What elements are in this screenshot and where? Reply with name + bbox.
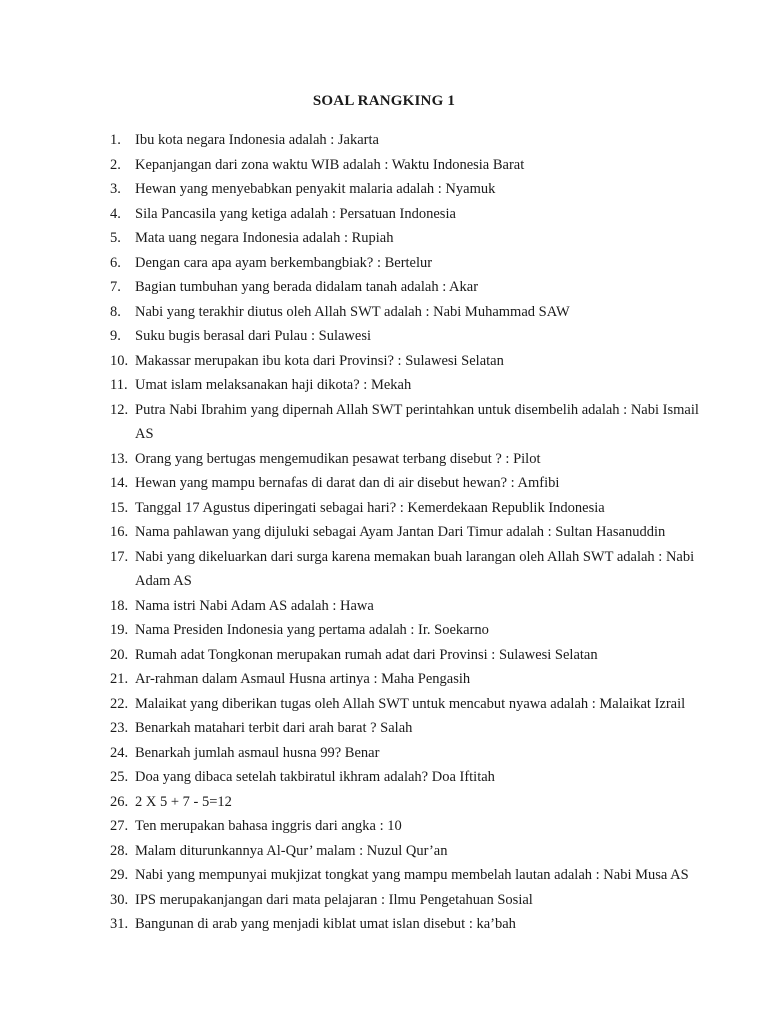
item-number: 21. — [110, 671, 129, 687]
list-item — [110, 275, 700, 300]
item-number: 17. — [110, 548, 129, 565]
item-text: Nama pahlawan yang dijuluki sebagai Ayam Jantan Dari Timur adalah : Sultan Hasanuddin — [135, 524, 666, 540]
item-number: 12. — [110, 401, 129, 418]
item-number: 16. — [110, 524, 129, 540]
item-number: 9. — [110, 328, 121, 344]
item-text: Bangunan di arab yang menjadi kiblat umat islan disebut : ka’bah — [135, 916, 516, 932]
item-number: 5. — [110, 230, 121, 246]
list-item — [110, 202, 700, 227]
item-text: Suku bugis berasal dari Pulau : Sulawesi — [135, 328, 372, 344]
item-number: 20. — [110, 646, 129, 663]
item-text: Malaikat yang diberikan tugas oleh Allah SWT untuk mencabut nyawa adalah : Malaikat Izrail — [135, 695, 686, 712]
list-item — [110, 692, 700, 717]
item-text: Kepanjangan dari zona waktu WIB adalah : Waktu Indonesia Barat — [135, 156, 525, 173]
list-item — [110, 863, 700, 888]
item-number: 27. — [110, 818, 129, 834]
list-item — [110, 912, 700, 937]
list-item — [110, 814, 700, 839]
list-item — [110, 520, 700, 545]
item-text: Mata uang negara Indonesia adalah : Rupiah — [135, 230, 394, 246]
item-number: 22. — [110, 695, 129, 712]
item-number: 11. — [110, 377, 128, 393]
list-item — [110, 545, 700, 594]
list-item — [110, 373, 700, 398]
item-text: Hewan yang mampu bernafas di darat dan di air disebut hewan? : Amfibi — [135, 475, 560, 491]
item-text: Nama istri Nabi Adam AS adalah : Hawa — [135, 597, 374, 614]
item-number: 15. — [110, 499, 129, 516]
list-item — [110, 667, 700, 692]
item-number: 6. — [110, 254, 121, 271]
list-item — [110, 888, 700, 913]
item-text: Tanggal 17 Agustus diperingati sebagai hari? : Kemerdekaan Republik Indonesia — [135, 499, 605, 516]
list-item — [110, 349, 700, 374]
item-text: Benarkah matahari terbit dari arah barat ? Salah — [135, 720, 413, 736]
item-number: 28. — [110, 842, 129, 859]
item-number: 31. — [110, 916, 129, 932]
item-number: 3. — [110, 181, 121, 197]
item-text: Dengan cara apa ayam berkembangbiak? : Bertelur — [135, 254, 433, 271]
item-number: 24. — [110, 744, 129, 761]
item-number: 13. — [110, 450, 129, 467]
list-item — [110, 618, 700, 643]
list-item — [110, 716, 700, 741]
item-text: Umat islam melaksanakan haji dikota? : Mekah — [135, 377, 412, 393]
item-number: 30. — [110, 891, 129, 908]
item-number: 10. — [110, 352, 129, 369]
item-number: 29. — [110, 867, 129, 883]
item-text: Bagian tumbuhan yang berada didalam tanah adalah : Akar — [135, 279, 479, 295]
item-number: 25. — [110, 769, 129, 785]
list-item — [110, 226, 700, 251]
list-item — [110, 741, 700, 766]
item-text: Nabi yang terakhir diutus oleh Allah SWT adalah : Nabi Muhammad SAW — [135, 303, 570, 320]
list-item — [110, 447, 700, 472]
item-text: IPS merupakanjangan dari mata pelajaran : Ilmu Pengetahuan Sosial — [135, 891, 533, 908]
list-item — [110, 643, 700, 668]
item-text: Rumah adat Tongkonan merupakan rumah adat dari Provinsi : Sulawesi Selatan — [135, 646, 598, 663]
list-item — [110, 398, 700, 447]
list-item — [110, 300, 700, 325]
list-item — [110, 839, 700, 864]
item-text: Hewan yang menyebabkan penyakit malaria adalah : Nyamuk — [135, 181, 496, 197]
item-text: Nabi yang dikeluarkan dari surga karena memakan buah larangan oleh Allah SWT adalah : Nabi Adam AS — [135, 548, 695, 589]
item-text: 2 X 5 + 7 - 5=12 — [135, 793, 232, 810]
list-item — [110, 790, 700, 815]
item-text: Makassar merupakan ibu kota dari Provinsi? : Sulawesi Selatan — [135, 352, 504, 369]
item-text: Benarkah jumlah asmaul husna 99? Benar — [135, 744, 380, 761]
question-list — [110, 128, 700, 937]
item-number: 4. — [110, 205, 121, 222]
item-text: Nabi yang mempunyai mukjizat tongkat yang mampu membelah lautan adalah : Nabi Musa AS — [135, 867, 689, 883]
item-number: 18. — [110, 597, 129, 614]
item-text: Sila Pancasila yang ketiga adalah : Persatuan Indonesia — [135, 205, 456, 222]
list-item — [110, 496, 700, 521]
item-text: Malam diturunkannya Al-Qur’ malam : Nuzul Qur’an — [135, 842, 448, 859]
item-number: 26. — [110, 793, 129, 810]
list-item — [110, 594, 700, 619]
item-text: Ibu kota negara Indonesia adalah : Jakarta — [135, 132, 379, 148]
item-text: Ar-rahman dalam Asmaul Husna artinya : Maha Pengasih — [135, 671, 471, 687]
item-text: Orang yang bertugas mengemudikan pesawat terbang disebut ? : Pilot — [135, 450, 541, 467]
item-number: 8. — [110, 303, 121, 320]
list-item — [110, 153, 700, 178]
list-item — [110, 471, 700, 496]
item-text: Ten merupakan bahasa inggris dari angka : 10 — [135, 818, 402, 834]
item-number: 7. — [110, 279, 121, 295]
item-number: 14. — [110, 475, 129, 491]
item-text: Nama Presiden Indonesia yang pertama adalah : Ir. Soekarno — [135, 622, 489, 638]
list-item — [110, 765, 700, 790]
page-title: SOAL RANGKING 1 — [312, 93, 456, 109]
item-number: 1. — [110, 132, 121, 148]
list-item — [110, 251, 700, 276]
list-item — [110, 324, 700, 349]
item-text: Doa yang dibaca setelah takbiratul ikhram adalah? Doa Iftitah — [135, 769, 495, 785]
item-number: 23. — [110, 720, 129, 736]
item-text: Putra Nabi Ibrahim yang dipernah Allah SWT perintahkan untuk disembelih adalah : Nabi Ismail AS — [135, 401, 699, 442]
item-number: 2. — [110, 156, 121, 173]
item-number: 19. — [110, 622, 129, 638]
list-item — [110, 128, 700, 153]
list-item — [110, 177, 700, 202]
